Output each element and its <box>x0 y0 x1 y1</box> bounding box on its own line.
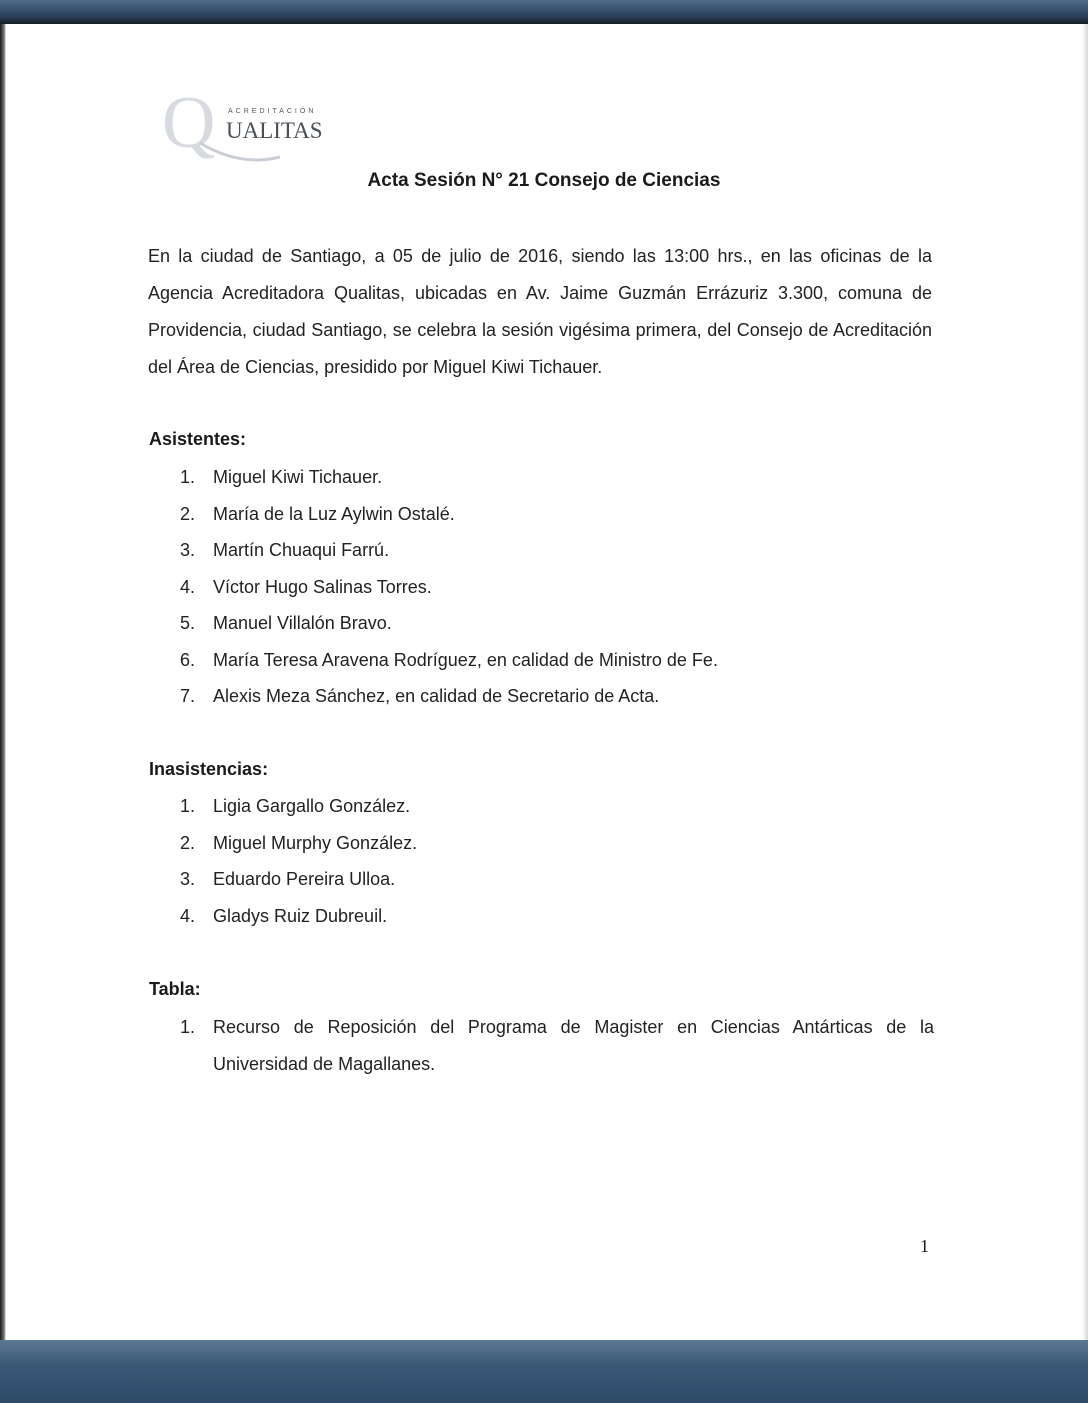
item-number: 1. <box>180 467 196 487</box>
page-edge-right <box>1082 24 1088 1340</box>
intro-paragraph: En la ciudad de Santiago, a 05 de julio de 2016, siendo las 13:00 hrs., en las oficinas de la Agencia Acreditadora Qualitas, ubicadas en Av. Jaime Guzmán Errázuriz 3.300, comuna de Providencia, ciudad Santiago, se celebra la sesión vigésima primera, del Consejo de Acreditación del Área de Ciencias, presidido por Miguel Kiwi Tichauer. <box>148 246 932 377</box>
item-number: 4. <box>180 905 196 926</box>
item-number: 4. <box>180 576 196 597</box>
item-number: 7. <box>180 686 196 706</box>
list-item <box>180 648 880 685</box>
item-text: Manuel Villalón Bravo. <box>213 613 392 633</box>
document-title: Acta Sesión N° 21 Consejo de Ciencias <box>367 170 721 191</box>
list-item <box>180 794 880 831</box>
item-text: Recurso de Reposición del Programa de Magister en Ciencias Antárticas de la Universidad de Magallanes. <box>213 1017 934 1074</box>
inasistencias-list <box>180 794 880 940</box>
list-item <box>180 465 880 502</box>
list-item <box>180 538 880 575</box>
item-number: 3. <box>180 869 196 889</box>
list-item <box>180 867 880 904</box>
qualitas-logo <box>160 85 340 165</box>
scan-bottom-border <box>0 1340 1088 1403</box>
item-text: Ligia Gargallo González. <box>213 796 411 816</box>
list-item <box>180 684 880 721</box>
logo-letter: Q <box>162 85 216 164</box>
item-number: 5. <box>180 613 196 633</box>
asistentes-heading: Asistentes: <box>149 429 247 449</box>
list-item <box>180 904 880 941</box>
inasistencias-heading: Inasistencias: <box>149 759 269 779</box>
page-number: 1 <box>920 1236 929 1256</box>
item-text: Miguel Kiwi Tichauer. <box>213 467 383 487</box>
item-text: Miguel Murphy González. <box>213 832 418 853</box>
asistentes-list <box>180 465 880 721</box>
item-number: 1. <box>180 796 196 816</box>
logo-top-text: ACREDITACIÓN <box>228 108 317 115</box>
list-item <box>180 611 880 648</box>
item-number: 3. <box>180 540 196 560</box>
item-text: Alexis Meza Sánchez, en calidad de Secretario de Acta. <box>213 686 660 706</box>
list-item <box>180 831 880 868</box>
item-number: 2. <box>180 832 196 853</box>
logo-main-text: UALITAS <box>226 118 323 143</box>
item-text: Víctor Hugo Salinas Torres. <box>213 576 432 597</box>
item-text: María Teresa Aravena Rodríguez, en calidad de Ministro de Fe. <box>213 649 718 670</box>
tabla-list-item <box>180 1009 934 1083</box>
item-text: María de la Luz Aylwin Ostalé. <box>213 503 455 524</box>
item-text: Martín Chuaqui Farrú. <box>213 540 390 560</box>
item-number: 2. <box>180 503 196 524</box>
item-number: 1. <box>180 1017 196 1037</box>
item-text: Gladys Ruiz Dubreuil. <box>213 905 388 926</box>
item-text: Eduardo Pereira Ulloa. <box>213 869 396 889</box>
page-edge-left <box>0 24 6 1340</box>
item-number: 6. <box>180 649 196 670</box>
list-item <box>180 502 880 539</box>
tabla-heading: Tabla: <box>149 979 201 999</box>
list-item <box>180 575 880 612</box>
